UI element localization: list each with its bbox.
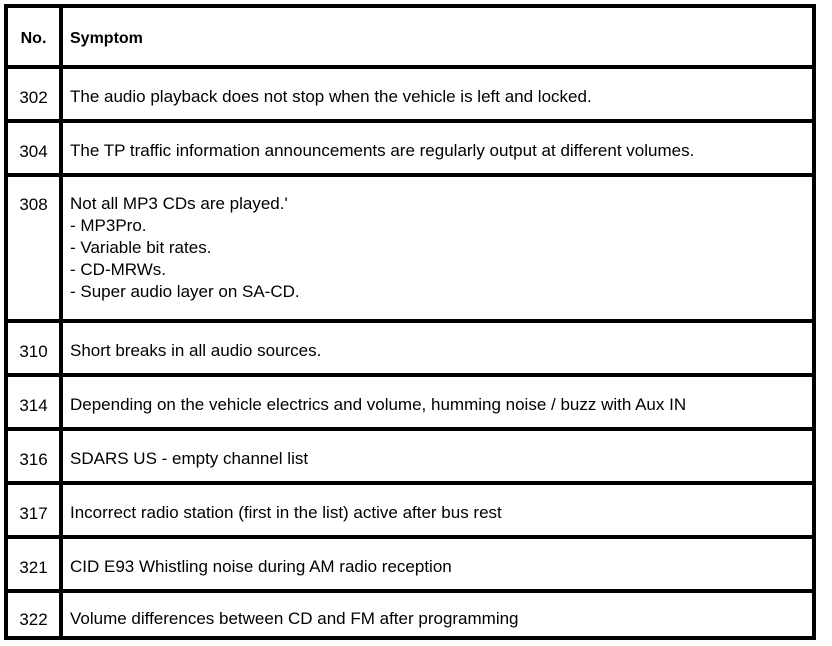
symptom-table (4, 4, 816, 640)
column-divider (59, 539, 63, 589)
row-number: 310 (19, 342, 48, 361)
table-row (8, 481, 812, 535)
row-number: 308 (19, 195, 48, 214)
row-number: 304 (19, 142, 48, 161)
row-number: 316 (19, 450, 48, 469)
row-number: 314 (19, 396, 48, 415)
row-symptom: SDARS US - empty channel list (70, 449, 309, 468)
table-header-row (8, 8, 812, 65)
row-number: 322 (19, 610, 48, 629)
table-row (8, 119, 812, 173)
row-number: 302 (19, 88, 48, 107)
table-row (8, 65, 812, 119)
header-symptom: Symptom (70, 30, 143, 47)
row-symptom-main: Not all MP3 CDs are played.' (70, 194, 288, 213)
column-divider (59, 177, 63, 319)
table-row (8, 173, 812, 319)
table-row (8, 427, 812, 481)
row-symptom: Depending on the vehicle electrics and volume, humming noise / buzz with Aux IN (70, 395, 687, 414)
row-symptom: CID E93 Whistling noise during AM radio reception (70, 557, 452, 576)
row-symptom: The audio playback does not stop when the vehicle is left and locked. (70, 87, 592, 106)
column-divider (59, 8, 63, 65)
row-detail-item: - MP3Pro. (70, 216, 147, 235)
row-symptom: Incorrect radio station (first in the list) active after bus rest (70, 503, 502, 522)
table-row (8, 535, 812, 589)
table-row (8, 589, 812, 640)
row-detail-item: - CD-MRWs. (70, 260, 166, 279)
column-divider (59, 377, 63, 427)
row-number: 321 (19, 558, 48, 577)
row-detail-item: - Variable bit rates. (70, 238, 212, 257)
column-divider (59, 323, 63, 373)
table-row (8, 373, 812, 427)
row-symptom: Volume differences between CD and FM after programming (70, 609, 519, 628)
table-row (8, 319, 812, 373)
column-divider (59, 593, 63, 640)
row-detail-item: - Super audio layer on SA-CD. (70, 282, 300, 301)
row-symptom (70, 193, 804, 303)
row-symptom: Short breaks in all audio sources. (70, 341, 322, 360)
column-divider (59, 485, 63, 535)
column-divider (59, 69, 63, 119)
header-no: No. (20, 30, 47, 47)
row-symptom: The TP traffic information announcements are regularly output at different volumes. (70, 141, 695, 160)
row-number: 317 (19, 504, 48, 523)
column-divider (59, 431, 63, 481)
column-divider (59, 123, 63, 173)
